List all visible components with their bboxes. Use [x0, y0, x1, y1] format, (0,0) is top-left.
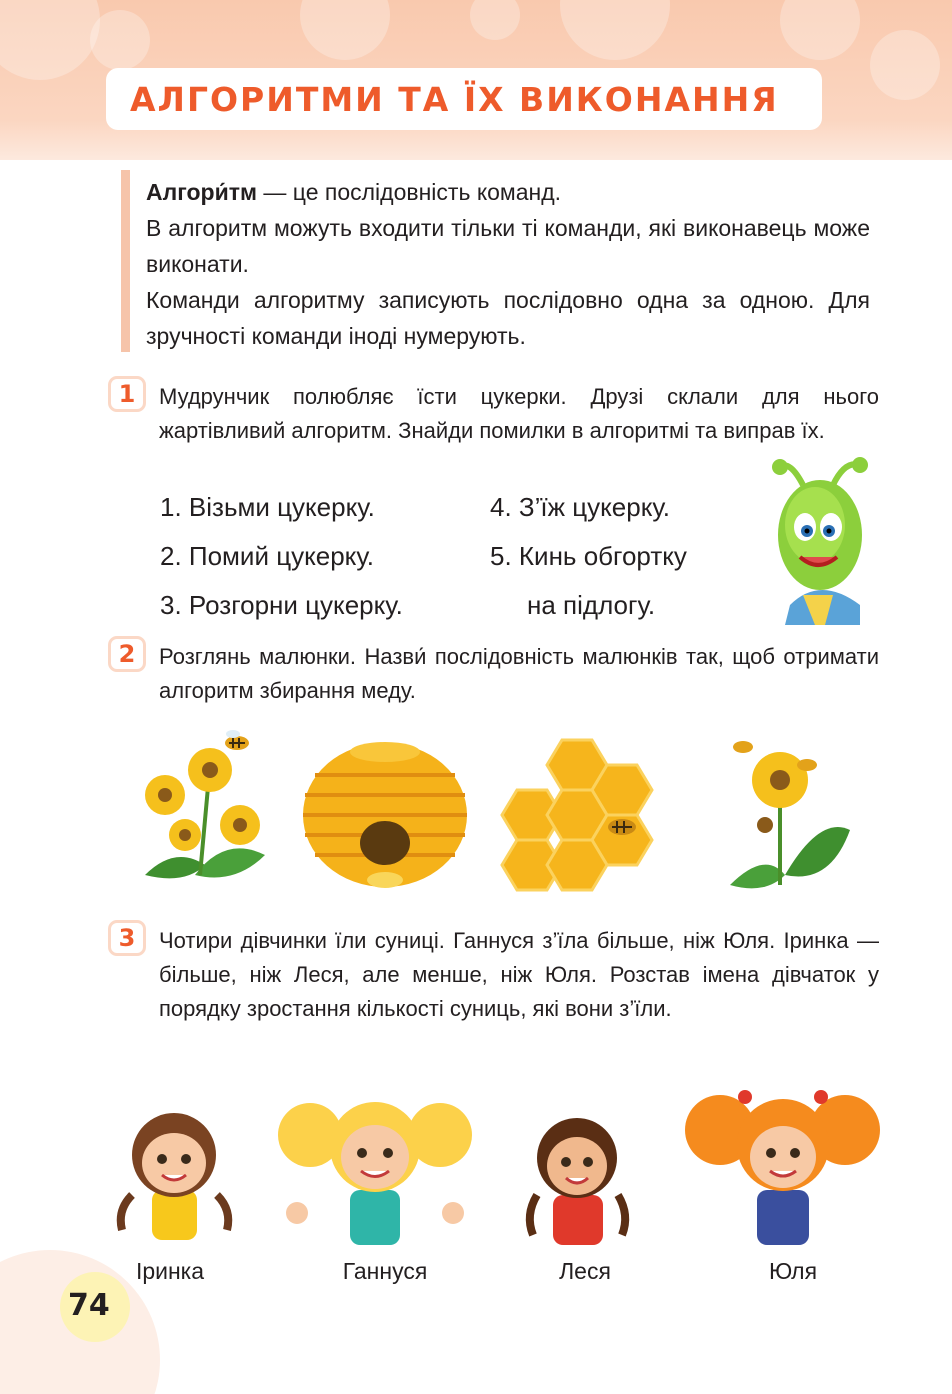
task-2-number: 2 [108, 636, 146, 672]
definition-block [146, 174, 870, 354]
name-label-hannusia: Ганнуся [342, 1258, 428, 1284]
name-label-lesia: Леся [559, 1258, 611, 1284]
name-label-yulia: Юля [768, 1258, 818, 1284]
algorithm-step-5: 5. Кинь обгортку [490, 541, 687, 571]
task-1-text: Мудрунчик полюбляє їсти цукерки. Друзі склали для нього жартівливий алгоритм. Знайди помилки в алгоритмі та виправ їх. [159, 384, 879, 443]
algorithm-step-2: 2. Помий цукерку. [160, 541, 374, 571]
mudrunchyk-character-illustration [765, 455, 875, 625]
definition-line-2: В алгоритм можуть входити тільки ті команди, які виконавець може виконати. [146, 215, 870, 277]
algorithm-step-3: 3. Розгорни цукерку. [160, 590, 403, 620]
girl-yulia-illustration [685, 1075, 880, 1245]
definition-term-rest: — це послідовність команд. [257, 179, 562, 205]
name-label-irynka: Іринка [135, 1258, 205, 1284]
definition-term: Алгори́тм [146, 179, 258, 205]
girl-lesia-illustration [515, 1100, 640, 1245]
girl-irynka-illustration [112, 1095, 237, 1240]
page-title: АЛГОРИТМИ ТА ЇХ ВИКОНАННЯ [130, 80, 779, 119]
beehive-illustration [300, 740, 470, 895]
algorithm-step-1: 1. Візьми цукерку. [160, 492, 375, 522]
definition-line-3: Команди алгоритму записують послідовно одна за одною. Для зручності команди іноді нумерують. [146, 287, 870, 349]
task-3-text: Чотири дівчинки їли суниці. Ганнуся з’їла більше, ніж Юля. Іринка — більше, ніж Леся, але менше, ніж Юля. Розстав імена дівчаток у порядку зростання кількості суниць, які вони з’їли. [159, 928, 879, 1021]
girl-hannusia-illustration [275, 1085, 475, 1245]
page-number: 74 [68, 1288, 110, 1323]
task-1-number: 1 [108, 376, 146, 412]
definition-line-1 [146, 174, 870, 210]
algorithm-step-4: 4. З’їж цукерку. [490, 492, 670, 522]
task-2-text: Розглянь малюнки. Назви́ послідовність малюнків так, щоб отримати алгоритм збирання меду. [159, 644, 879, 703]
flower-with-bees-illustration [725, 735, 855, 895]
definition-bar [121, 170, 130, 352]
flowers-with-bee-illustration [125, 725, 275, 885]
task-3-number: 3 [108, 920, 146, 956]
algorithm-step-5-cont: на підлогу. [527, 590, 656, 620]
honeycomb-illustration [512, 735, 667, 895]
